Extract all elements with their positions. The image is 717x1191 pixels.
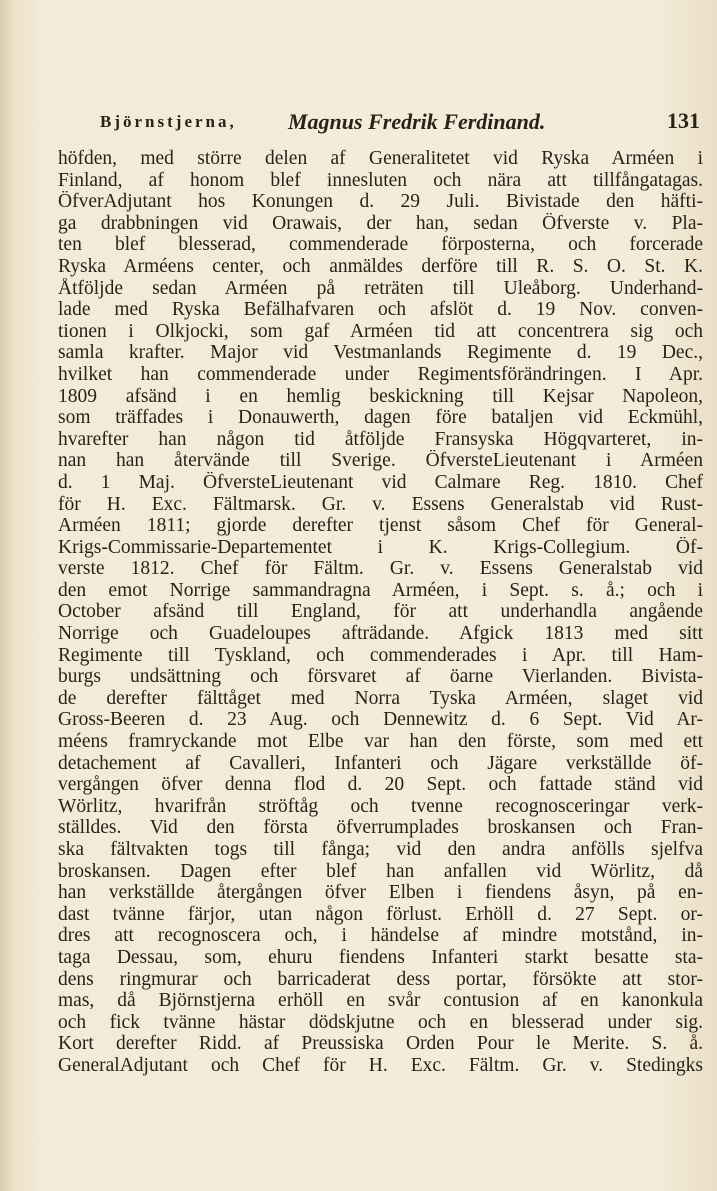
header-person-name: Magnus Fredrik Ferdinand. xyxy=(288,109,546,134)
text-line: dens ringmurar och barricaderat dess portar, försökte att stor- xyxy=(58,968,703,990)
text-line: höfden, med större delen af Generalitetet vid Ryska Arméen i xyxy=(58,148,703,169)
running-header xyxy=(100,108,700,140)
text-line: Norrige och Guadeloupes afträdande. Afgick 1813 med sitt xyxy=(58,623,703,645)
page-number: 131 xyxy=(667,108,700,133)
text-line: ten blef blesserad, commenderade förposterna, och forcerade xyxy=(58,234,703,256)
text-line: d. 1 Maj. ÖfversteLieutenant vid Calmare Reg. 1810. Chef xyxy=(58,471,703,493)
text-line: de derefter fälttåget med Norra Tyska Arméen, slaget vid xyxy=(58,687,703,709)
text-line: hvarefter han någon tid åtföljde Fransyska Högqvarteret, in- xyxy=(58,428,703,450)
text-line: October afsänd till England, för att underhandla angående xyxy=(58,601,703,623)
text-line: för H. Exc. Fältmarsk. Gr. v. Essens Generalstab vid Rust- xyxy=(58,493,703,515)
text-line: Krigs-Commissarie-Departementet i K. Krigs-Collegium. Öf- xyxy=(58,536,703,558)
text-line: 1809 afsänd i en hemlig beskickning till Kejsar Napoleon, xyxy=(58,385,703,407)
text-line: Kort derefter Ridd. af Preussiska Orden Pour le Merite. S. å. xyxy=(58,1033,703,1055)
text-line: Gross-Beeren d. 23 Aug. och Dennewitz d. 6 Sept. Vid Ar- xyxy=(58,709,703,731)
text-line: broskansen. Dagen efter blef han anfallen vid Wörlitz, då xyxy=(58,860,703,882)
text-line: dast tvänne färjor, utan någon förlust. Erhöll d. 27 Sept. or- xyxy=(58,903,703,925)
text-line: Arméen 1811; gjorde derefter tjenst såsom Chef för General- xyxy=(58,515,703,537)
text-line: ÖfverAdjutant hos Konungen d. 29 Juli. Bivistade den häfti- xyxy=(58,191,703,213)
text-line: Regimente till Tyskland, och commenderades i Apr. till Ham- xyxy=(58,644,703,666)
text-line: tionen i Olkjocki, som gaf Arméen tid att concentrera sig och xyxy=(58,320,703,342)
text-line: hvilket han commenderade under Regimentsförändringen. I Apr. xyxy=(58,363,703,385)
text-line: ska fältvakten togs till fånga; vid den andra anfölls sjelfva xyxy=(58,839,703,860)
text-line: vergången öfver denna flod d. 20 Sept. och fattade ständ vid xyxy=(58,774,703,796)
text-line: han verkställde återgången öfver Elben i fiendens åsyn, på en- xyxy=(58,882,703,904)
text-line: dres att recognoscera och, i händelse af mindre motstånd, in- xyxy=(58,925,703,947)
text-line: nan han återvände till Sverige. ÖfversteLieutenant i Arméen xyxy=(58,450,703,472)
page-edge-shadow xyxy=(0,0,14,1191)
text-line: samla krafter. Major vid Vestmanlands Regimente d. 19 Dec., xyxy=(58,342,703,364)
text-line: ga drabbningen vid Orawais, der han, sedan Öfverste v. Pla- xyxy=(58,212,703,234)
text-line: verste 1812. Chef för Fältm. Gr. v. Essens Generalstab vid xyxy=(58,558,703,580)
text-line: burgs undsättning och försvaret af öarne Vierlanden. Bivista- xyxy=(58,666,703,688)
text-line: Finland, af honom blef innesluten och nära att tillfångatagas. xyxy=(58,169,703,191)
text-line: Åtföljde sedan Arméen på reträten till Uleåborg. Underhand- xyxy=(58,277,703,299)
text-line: GeneralAdjutant och Chef för H. Exc. Fältm. Gr. v. Stedingks xyxy=(58,1054,703,1076)
text-line: och fick tvänne hästar dödskjutne och en blesserad under sig. xyxy=(58,1011,703,1033)
text-line: den emot Norrige sammandragna Arméen, i Sept. s. å.; och i xyxy=(58,579,703,601)
header-author: Björnstjerna, xyxy=(100,112,237,131)
text-line: mas, då Björnstjerna erhöll en svår contusion af en kanonkula xyxy=(58,990,703,1012)
text-line: taga Dessau, som, ehuru fiendens Infanteri starkt besatte sta- xyxy=(58,946,703,968)
text-line: detachement af Cavalleri, Infanteri och Jägare verkställde öf- xyxy=(58,752,703,774)
text-line: lade med Ryska Befälhafvaren och afslöt d. 19 Nov. conven- xyxy=(58,299,703,321)
text-line: som träffades i Donauwerth, dagen före bataljen vid Eckmühl, xyxy=(58,407,703,429)
text-line: méens framryckande mot Elbe var han den förste, som med ett xyxy=(58,731,703,753)
text-line: ställdes. Vid den första öfverrumplades broskansen och Fran- xyxy=(58,817,703,839)
body-text xyxy=(58,148,703,1077)
text-line: Ryska Arméens center, och anmäldes derföre till R. S. O. St. K. xyxy=(58,255,703,277)
text-line: Wörlitz, hvarifrån ströftåg och tvenne recognosceringar verk- xyxy=(58,795,703,817)
